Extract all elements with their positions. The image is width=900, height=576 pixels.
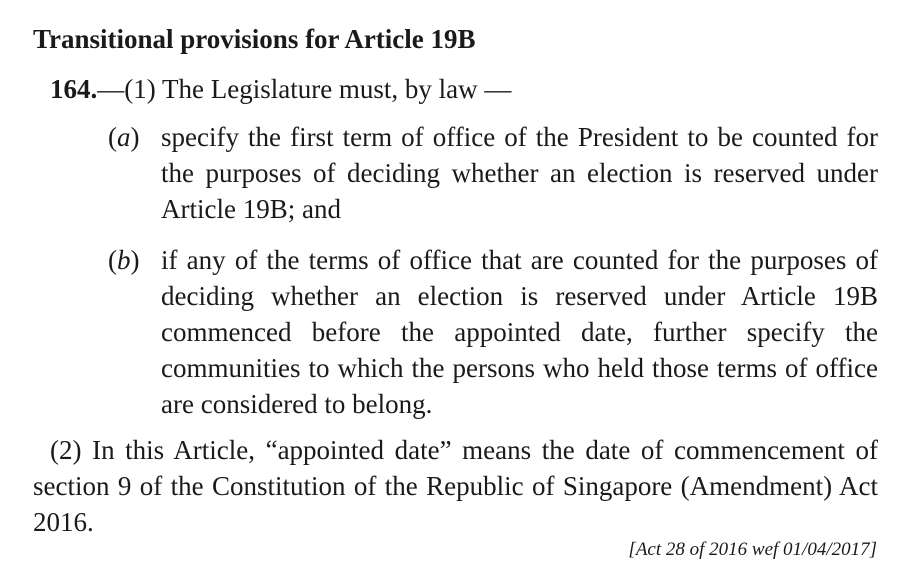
section-dash: — (97, 74, 125, 104)
section-number: 164. (50, 74, 98, 104)
paren-close: ) (130, 245, 140, 275)
paragraph-letter: a (117, 122, 131, 152)
paragraph-letter: b (117, 245, 131, 275)
paragraph-a-marker (108, 119, 140, 155)
paren-open: ( (108, 245, 117, 275)
paren-open: ( (108, 122, 117, 152)
paragraph-a (108, 119, 878, 227)
amendment-citation: [Act 28 of 2016 wef 01/04/2017] (628, 539, 877, 560)
section-intro-text: The Legislature must, by law — (162, 74, 512, 104)
paren-close: ) (130, 122, 140, 152)
section-164-intro (50, 72, 511, 106)
paragraph-b-marker (108, 242, 140, 278)
subsection-2-marker: (2) (50, 435, 82, 465)
subsection-1-marker: (1) (124, 74, 156, 104)
provision-heading: Transitional provisions for Article 19B (33, 24, 476, 54)
subsection-2 (33, 432, 878, 540)
paragraph-a-text: specify the first term of office of the President to be counted for the purposes of deciding whether an election is reserved under Article 19B; and (161, 122, 878, 224)
paragraph-b (108, 242, 878, 422)
subsection-2-text: In this Article, “appointed date” means the date of commencement of section 9 of the Constitution of the Republic of Singapore (Amendment) Act 2016. (33, 435, 878, 537)
paragraph-b-text: if any of the terms of office that are counted for the purposes of deciding whether an election is reserved under Article 19B commenced before the appointed date, further specify the communities to which the persons who held those terms of office are considered to belong. (161, 245, 878, 419)
